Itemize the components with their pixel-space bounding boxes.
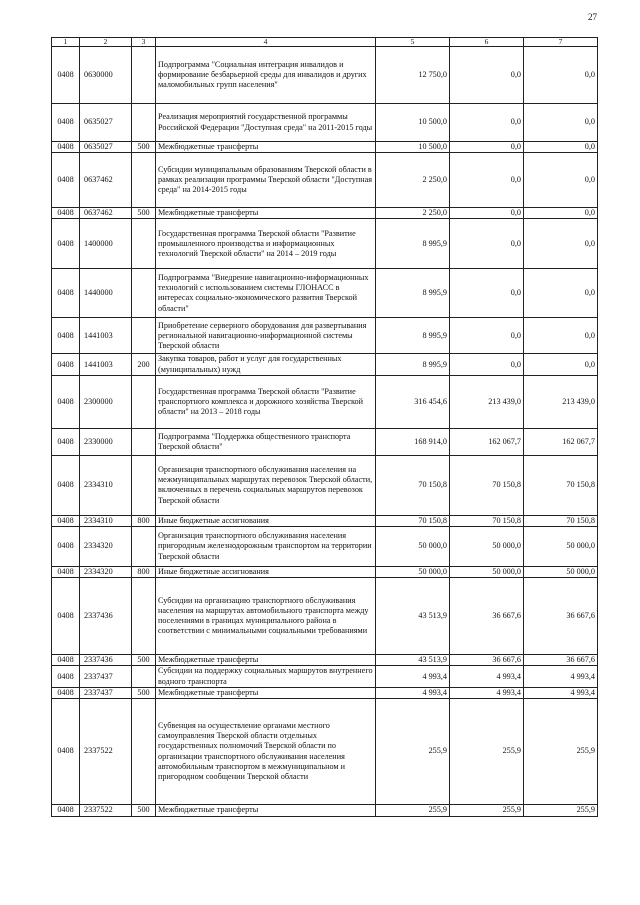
target-code-cell: 0635027 [80, 104, 132, 142]
amount-year1-cell: 8 995,9 [376, 269, 450, 318]
amount-year1-cell: 316 454,6 [376, 375, 450, 428]
expense-type-cell [132, 527, 156, 567]
amount-year3-cell: 162 067,7 [524, 428, 598, 455]
amount-year1-cell: 10 500,0 [376, 104, 450, 142]
table-row [52, 567, 598, 578]
section-code-cell: 0408 [52, 428, 80, 455]
expense-type-cell: 500 [132, 687, 156, 698]
amount-year3-cell: 50 000,0 [524, 567, 598, 578]
table-row [52, 104, 598, 142]
item-name-cell: Межбюджетные трансферты [156, 208, 376, 219]
item-name-cell: Субсидии на поддержку социальных маршрутов внутреннего водного транспорта [156, 666, 376, 687]
table-row [52, 219, 598, 269]
expense-type-cell [132, 104, 156, 142]
amount-year2-cell: 50 000,0 [450, 567, 524, 578]
item-name-cell: Подпрограмма "Внедрение навигационно-информационных технологий с использованием системы ГЛОНАСС в интересах социально-экономического развития Тверской области" [156, 269, 376, 318]
amount-year3-cell: 70 150,8 [524, 515, 598, 526]
section-code-cell: 0408 [52, 687, 80, 698]
column-number: 7 [524, 38, 598, 47]
target-code-cell: 1441003 [80, 354, 132, 375]
amount-year1-cell: 8 995,9 [376, 318, 450, 354]
amount-year1-cell: 43 513,9 [376, 578, 450, 655]
amount-year2-cell: 0,0 [450, 47, 524, 104]
item-name-cell: Межбюджетные трансферты [156, 655, 376, 666]
target-code-cell: 2337437 [80, 666, 132, 687]
amount-year3-cell: 4 993,4 [524, 666, 598, 687]
expense-type-cell [132, 269, 156, 318]
target-code-cell: 2337522 [80, 699, 132, 805]
amount-year3-cell: 0,0 [524, 269, 598, 318]
target-code-cell: 2334310 [80, 455, 132, 515]
budget-table [51, 37, 598, 817]
item-name-cell: Подпрограмма "Социальная интеграция инвалидов и формирование безбарьерной среды для инвалидов и других маломобильных групп населения" [156, 47, 376, 104]
expense-type-cell [132, 318, 156, 354]
amount-year3-cell: 4 993,4 [524, 687, 598, 698]
target-code-cell: 2300000 [80, 375, 132, 428]
column-number: 6 [450, 38, 524, 47]
expense-type-cell [132, 153, 156, 208]
table-row [52, 153, 598, 208]
page-number: 27 [588, 12, 597, 22]
amount-year2-cell: 0,0 [450, 153, 524, 208]
section-code-cell: 0408 [52, 699, 80, 805]
table-row [52, 318, 598, 354]
amount-year3-cell: 0,0 [524, 47, 598, 104]
amount-year1-cell: 10 500,0 [376, 142, 450, 153]
item-name-cell: Субвенция на осуществление органами местного самоуправления Тверской области отдельных государственных полномочий Тверской области по организации транспортного обслуживания населения автомобильным транспортом в межмуниципальном и пригородном сообщении Тверской области [156, 699, 376, 805]
item-name-cell: Межбюджетные трансферты [156, 142, 376, 153]
table-row [52, 354, 598, 375]
amount-year2-cell: 0,0 [450, 269, 524, 318]
table-row [52, 527, 598, 567]
expense-type-cell: 500 [132, 655, 156, 666]
amount-year3-cell: 213 439,0 [524, 375, 598, 428]
item-name-cell: Субсидии муниципальным образованиям Тверской области в рамках реализации программы Тверской области "Доступная среда" на 2014-2015 годы [156, 153, 376, 208]
amount-year1-cell: 255,9 [376, 699, 450, 805]
table-row [52, 142, 598, 153]
amount-year1-cell: 70 150,8 [376, 455, 450, 515]
target-code-cell: 2337436 [80, 578, 132, 655]
amount-year2-cell: 36 667,6 [450, 578, 524, 655]
target-code-cell: 0630000 [80, 47, 132, 104]
target-code-cell: 1440000 [80, 269, 132, 318]
expense-type-cell: 500 [132, 805, 156, 817]
target-code-cell: 2337522 [80, 805, 132, 817]
amount-year1-cell: 4 993,4 [376, 687, 450, 698]
section-code-cell: 0408 [52, 219, 80, 269]
amount-year3-cell: 0,0 [524, 104, 598, 142]
amount-year2-cell: 255,9 [450, 805, 524, 817]
section-code-cell: 0408 [52, 354, 80, 375]
expense-type-cell: 800 [132, 567, 156, 578]
item-name-cell: Подпрограмма "Поддержка общественного транспорта Тверской области" [156, 428, 376, 455]
target-code-cell: 2334320 [80, 527, 132, 567]
table-row [52, 666, 598, 687]
amount-year2-cell: 0,0 [450, 142, 524, 153]
expense-type-cell: 500 [132, 208, 156, 219]
section-code-cell: 0408 [52, 269, 80, 318]
amount-year1-cell: 2 250,0 [376, 153, 450, 208]
target-code-cell: 2334320 [80, 567, 132, 578]
section-code-cell: 0408 [52, 655, 80, 666]
amount-year3-cell: 36 667,6 [524, 655, 598, 666]
table-row [52, 515, 598, 526]
expense-type-cell [132, 428, 156, 455]
amount-year3-cell: 0,0 [524, 354, 598, 375]
amount-year1-cell: 8 995,9 [376, 354, 450, 375]
amount-year3-cell: 50 000,0 [524, 527, 598, 567]
item-name-cell: Государственная программа Тверской области "Развитие транспортного комплекса и дорожного хозяйства Тверской области" на 2013 – 2018 годы [156, 375, 376, 428]
section-code-cell: 0408 [52, 805, 80, 817]
amount-year1-cell: 12 750,0 [376, 47, 450, 104]
expense-type-cell: 200 [132, 354, 156, 375]
amount-year2-cell: 70 150,8 [450, 515, 524, 526]
table-row [52, 375, 598, 428]
amount-year1-cell: 4 993,4 [376, 666, 450, 687]
amount-year2-cell: 70 150,8 [450, 455, 524, 515]
item-name-cell: Закупка товаров, работ и услуг для государственных (муниципальных) нужд [156, 354, 376, 375]
amount-year3-cell: 0,0 [524, 142, 598, 153]
section-code-cell: 0408 [52, 47, 80, 104]
amount-year3-cell: 36 667,6 [524, 578, 598, 655]
target-code-cell: 2337436 [80, 655, 132, 666]
amount-year2-cell: 0,0 [450, 354, 524, 375]
expense-type-cell [132, 219, 156, 269]
amount-year1-cell: 2 250,0 [376, 208, 450, 219]
amount-year2-cell: 0,0 [450, 318, 524, 354]
target-code-cell: 0635027 [80, 142, 132, 153]
item-name-cell: Реализация мероприятий государственной программы Российской Федерации "Доступная среда" на 2011-2015 годы [156, 104, 376, 142]
section-code-cell: 0408 [52, 455, 80, 515]
item-name-cell: Субсидии на организацию транспортного обслуживания населения на маршрутах автомобильного транспорта между поселениями в границах муниципального района в соответствии с минимальными социальными требованиями [156, 578, 376, 655]
item-name-cell: Государственная программа Тверской области "Развитие промышленного производства и информационных технологий Тверской области" на 2014 – 2019 годы [156, 219, 376, 269]
expense-type-cell [132, 699, 156, 805]
target-code-cell: 2330000 [80, 428, 132, 455]
item-name-cell: Иные бюджетные ассигнования [156, 567, 376, 578]
item-name-cell: Межбюджетные трансферты [156, 805, 376, 817]
column-number: 4 [156, 38, 376, 47]
table-row [52, 655, 598, 666]
amount-year1-cell: 168 914,0 [376, 428, 450, 455]
section-code-cell: 0408 [52, 142, 80, 153]
section-code-cell: 0408 [52, 578, 80, 655]
target-code-cell: 2334310 [80, 515, 132, 526]
amount-year1-cell: 50 000,0 [376, 567, 450, 578]
amount-year3-cell: 0,0 [524, 153, 598, 208]
expense-type-cell [132, 578, 156, 655]
amount-year1-cell: 43 513,9 [376, 655, 450, 666]
amount-year2-cell: 0,0 [450, 208, 524, 219]
amount-year3-cell: 70 150,8 [524, 455, 598, 515]
target-code-cell: 1441003 [80, 318, 132, 354]
table-row [52, 455, 598, 515]
table-row [52, 269, 598, 318]
table-row [52, 428, 598, 455]
expense-type-cell [132, 375, 156, 428]
amount-year1-cell: 50 000,0 [376, 527, 450, 567]
table-row [52, 805, 598, 817]
amount-year3-cell: 0,0 [524, 208, 598, 219]
column-number: 5 [376, 38, 450, 47]
column-number: 2 [80, 38, 132, 47]
amount-year3-cell: 0,0 [524, 219, 598, 269]
column-number: 3 [132, 38, 156, 47]
item-name-cell: Приобретение серверного оборудования для развертывания региональной навигационно-информационной системы Тверской области [156, 318, 376, 354]
amount-year2-cell: 0,0 [450, 104, 524, 142]
expense-type-cell: 500 [132, 142, 156, 153]
table-row [52, 208, 598, 219]
table-row [52, 699, 598, 805]
amount-year3-cell: 255,9 [524, 699, 598, 805]
amount-year2-cell: 162 067,7 [450, 428, 524, 455]
table-row [52, 578, 598, 655]
target-code-cell: 1400000 [80, 219, 132, 269]
amount-year3-cell: 0,0 [524, 318, 598, 354]
item-name-cell: Организация транспортного обслуживания населения пригородным железнодорожным транспортом на территории Тверской области [156, 527, 376, 567]
expense-type-cell [132, 47, 156, 104]
section-code-cell: 0408 [52, 208, 80, 219]
amount-year2-cell: 4 993,4 [450, 666, 524, 687]
section-code-cell: 0408 [52, 666, 80, 687]
amount-year1-cell: 8 995,9 [376, 219, 450, 269]
column-number-row [52, 38, 598, 47]
target-code-cell: 0637462 [80, 153, 132, 208]
amount-year2-cell: 255,9 [450, 699, 524, 805]
item-name-cell: Иные бюджетные ассигнования [156, 515, 376, 526]
amount-year1-cell: 70 150,8 [376, 515, 450, 526]
target-code-cell: 2337437 [80, 687, 132, 698]
expense-type-cell [132, 666, 156, 687]
item-name-cell: Организация транспортного обслуживания населения на межмуниципальных маршрутах перевозок Тверской области, включенных в перечень социальных маршрутов перевозок Тверской области [156, 455, 376, 515]
target-code-cell: 0637462 [80, 208, 132, 219]
table-row [52, 687, 598, 698]
section-code-cell: 0408 [52, 515, 80, 526]
section-code-cell: 0408 [52, 104, 80, 142]
amount-year1-cell: 255,9 [376, 805, 450, 817]
amount-year2-cell: 50 000,0 [450, 527, 524, 567]
amount-year2-cell: 36 667,6 [450, 655, 524, 666]
section-code-cell: 0408 [52, 567, 80, 578]
item-name-cell: Межбюджетные трансферты [156, 687, 376, 698]
expense-type-cell: 800 [132, 515, 156, 526]
amount-year2-cell: 0,0 [450, 219, 524, 269]
table-row [52, 47, 598, 104]
section-code-cell: 0408 [52, 153, 80, 208]
column-number: 1 [52, 38, 80, 47]
section-code-cell: 0408 [52, 375, 80, 428]
expense-type-cell [132, 455, 156, 515]
section-code-cell: 0408 [52, 527, 80, 567]
section-code-cell: 0408 [52, 318, 80, 354]
amount-year3-cell: 255,9 [524, 805, 598, 817]
amount-year2-cell: 4 993,4 [450, 687, 524, 698]
amount-year2-cell: 213 439,0 [450, 375, 524, 428]
